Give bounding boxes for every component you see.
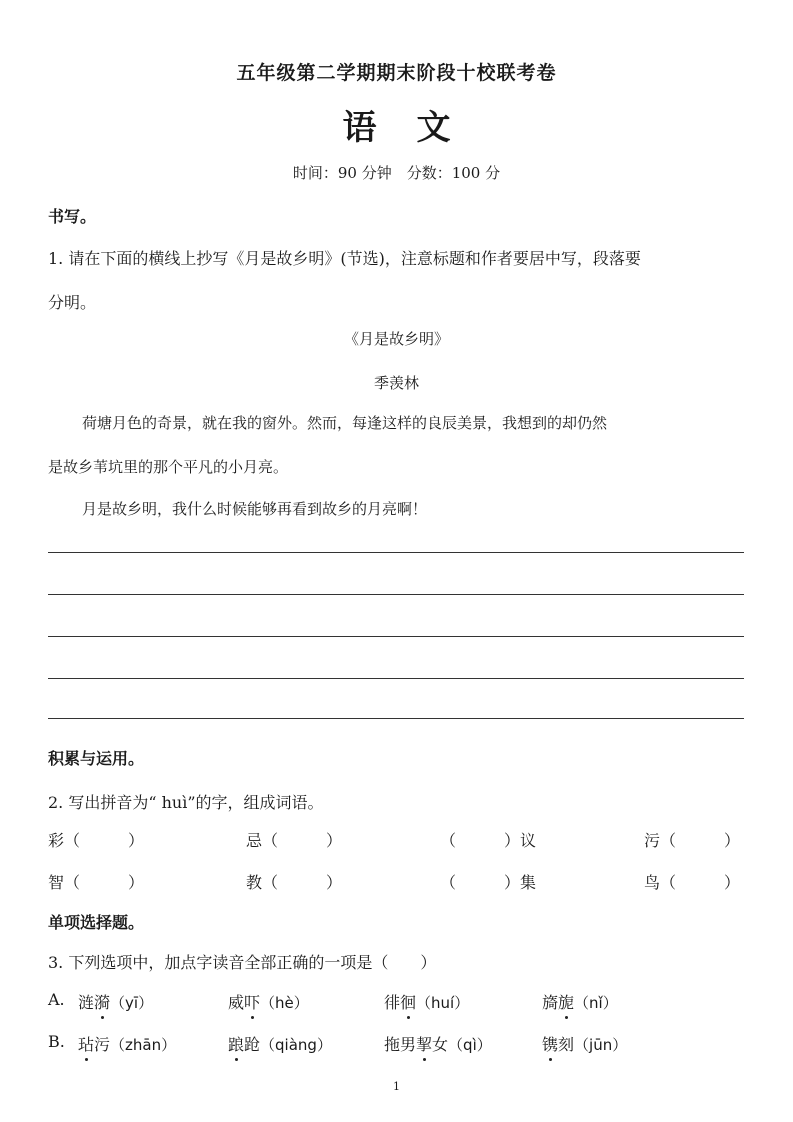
passage-title: 《月是故乡明》 [343, 330, 449, 348]
exam-title: 五年级第二学期期末阶段十校联考卷 [236, 62, 557, 84]
section-heading-choice: 单项选择题。 [48, 913, 145, 932]
option-b-item-1: 玷污（zhān） [78, 1032, 176, 1055]
writing-line[interactable] [48, 636, 744, 637]
blank-cell[interactable]: 污（ ） [644, 831, 741, 850]
question-1-line-2: 分明。 [48, 293, 97, 312]
option-a-item-1: 涟漪（yī） [78, 990, 153, 1013]
passage-paragraph-1-line-1: 荷塘月色的奇景，就在我的窗外。然而，每逢这样的良辰美景，我想到的却仍然 [82, 414, 608, 432]
blank-cell[interactable]: （ ）集 [440, 873, 537, 892]
option-a-item-2: 威吓（hè） [228, 990, 309, 1013]
question-3: 3. 下列选项中，加点字读音全部正确的一项是（ ） [48, 953, 437, 972]
question-2: 2. 写出拼音为“ huì”的字，组成词语。 [48, 793, 324, 812]
option-b-item-2: 踉跄（qiàng） [228, 1032, 332, 1055]
passage-paragraph-2: 月是故乡明，我什么时候能够再看到故乡的月亮啊！ [82, 500, 428, 518]
blank-cell[interactable]: 忌（ ） [246, 831, 343, 850]
blank-cell[interactable]: （ ）议 [440, 831, 537, 850]
writing-line[interactable] [48, 594, 744, 595]
writing-line[interactable] [48, 552, 744, 553]
option-a-item-4: 旖旎（nǐ） [542, 990, 618, 1013]
question-1-line-1: 1. 请在下面的横线上抄写《月是故乡明》(节选)，注意标题和作者要居中写，段落要 [48, 249, 641, 268]
option-b-item-3: 拖男挈女（qì） [384, 1032, 492, 1055]
option-b-label[interactable]: B. [48, 1032, 65, 1051]
exam-info: 时间：90 分钟 分数：100 分 [292, 164, 501, 182]
writing-line[interactable] [48, 718, 744, 719]
blank-cell[interactable]: 教（ ） [246, 873, 343, 892]
option-b-item-4: 镌刻（jūn） [542, 1032, 627, 1055]
blank-cell[interactable]: 彩（ ） [48, 831, 145, 850]
passage-paragraph-1-line-2: 是故乡苇坑里的那个平凡的小月亮。 [48, 458, 289, 476]
passage-author: 季羡林 [373, 374, 419, 392]
subject-title: 语文 [342, 108, 491, 148]
option-a-label[interactable]: A. [48, 990, 65, 1009]
section-heading-accumulation: 积累与运用。 [48, 749, 145, 768]
blank-cell[interactable]: 鸟（ ） [644, 873, 741, 892]
writing-line[interactable] [48, 678, 744, 679]
page-number: 1 [393, 1080, 400, 1093]
section-heading-writing: 书写。 [48, 207, 97, 226]
blank-cell[interactable]: 智（ ） [48, 873, 145, 892]
option-a-item-3: 徘徊（huí） [384, 990, 469, 1013]
